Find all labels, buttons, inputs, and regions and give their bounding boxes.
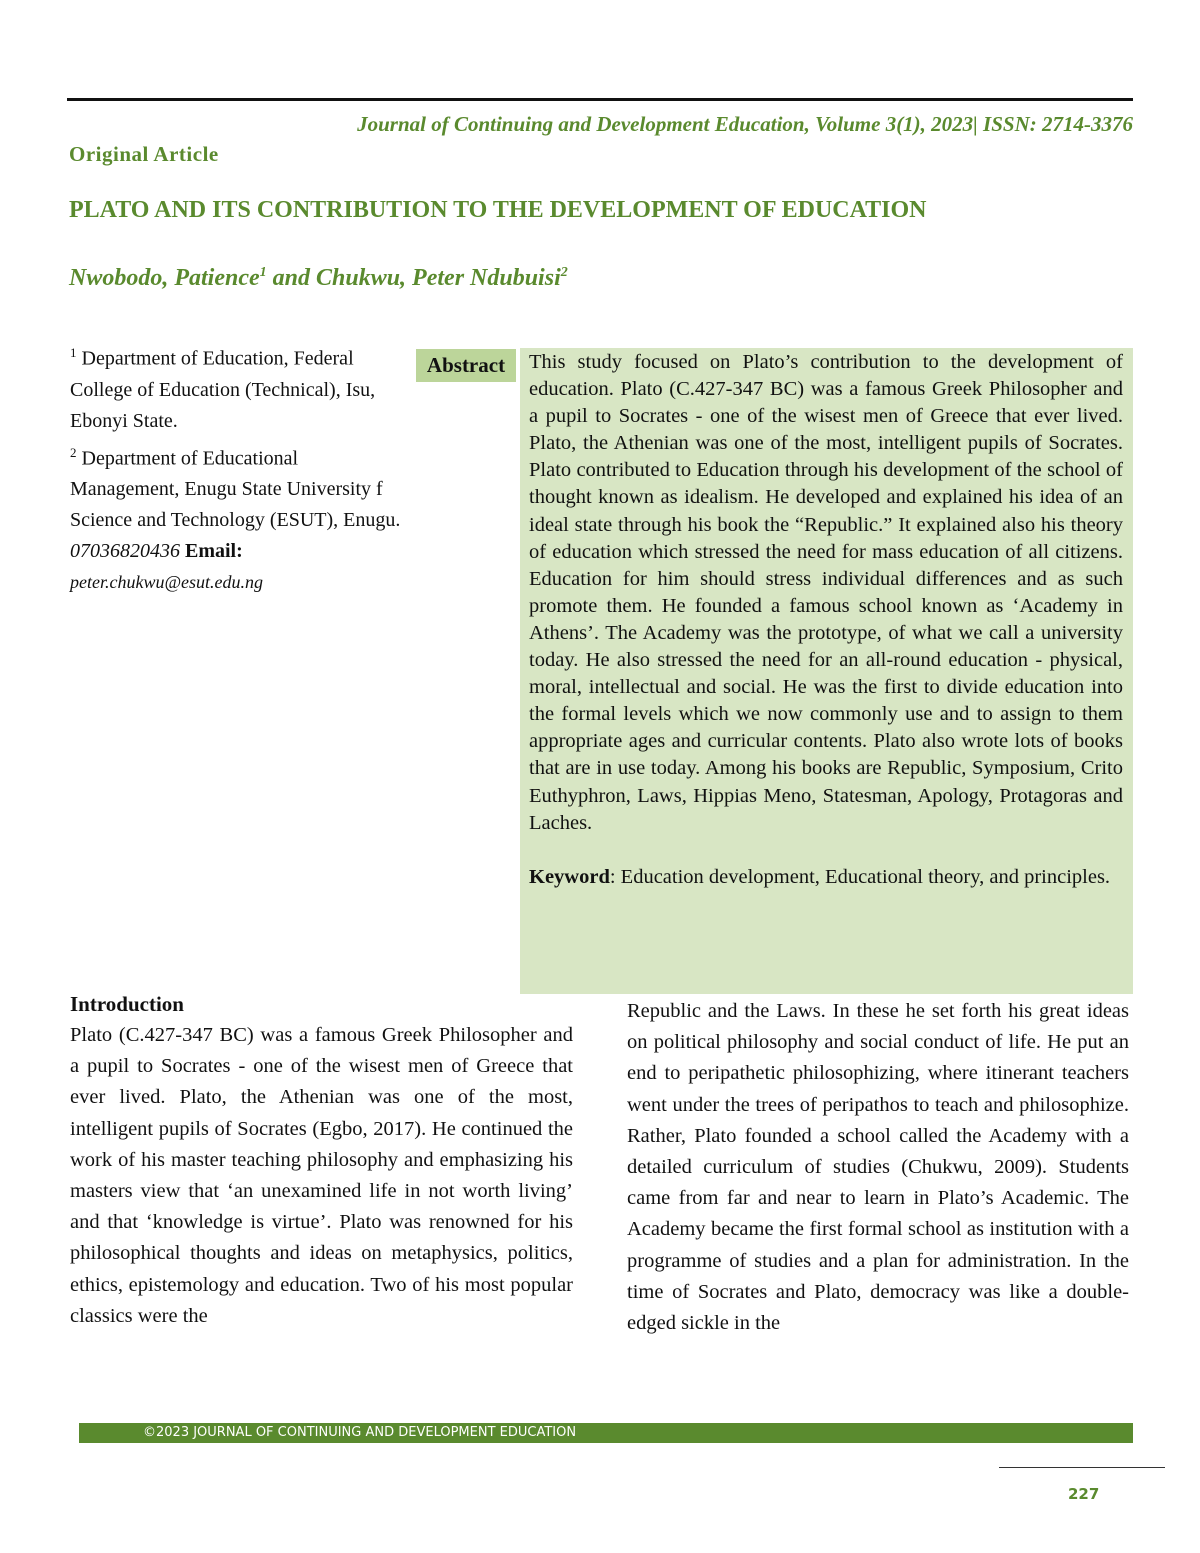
- author-2-name: Chukwu, Peter Ndubuisi: [316, 265, 561, 291]
- affiliation-1: [70, 337, 410, 437]
- footer-band: [79, 1423, 1133, 1443]
- affiliation-2-marker: 2: [70, 444, 77, 460]
- intro-paragraph-right: Republic and the Laws. In these he set forth his great ideas on political philosophy and social conduct of life. He put an end to peripathetic philosophizing, where itinerant teachers went under the trees of peripathos to teach and philosophize. Rather, Plato founded a school called the Academy with a detailed curriculum of studies (Chukwu, 2009). Students came from far and near to learn in Plato’s Academic. The Academy became the first formal school as institution with a programme of studies and a plan for administration. In the time of Socrates and Plato, democracy was like a double-edged sickle in the: [627, 1000, 1129, 1335]
- abstract-label: Abstract: [416, 349, 516, 382]
- contact-line: [70, 536, 410, 567]
- body-column-left: [70, 1020, 573, 1332]
- author-2-marker: 2: [560, 265, 568, 280]
- author-1-marker: 1: [259, 265, 267, 280]
- email-line: [70, 567, 410, 598]
- author-line: [69, 265, 568, 292]
- article-type-label: Original Article: [69, 142, 219, 166]
- keyword-label: Keyword: [529, 865, 610, 888]
- author-connector: and: [266, 265, 316, 291]
- affiliation-2: [70, 437, 410, 537]
- page-number-rule: [999, 1467, 1165, 1468]
- page-number: 227: [1068, 1485, 1100, 1503]
- keyword-text: : Education development, Educational theory, and principles.: [609, 865, 1111, 888]
- abstract-body: [529, 349, 1123, 891]
- affiliation-2-text: Department of Educational Management, Enugu State University f Science and Technology (ESUT), Enugu.: [70, 447, 401, 532]
- journal-citation: Journal of Continuing and Development Education, Volume 3(1), 2023| ISSN: 2714-3376: [357, 112, 1133, 136]
- paper-title: PLATO AND ITS CONTRIBUTION TO THE DEVELOPMENT OF EDUCATION: [69, 197, 927, 223]
- footer-copyright: ©2023 JOURNAL OF CONTINUING AND DEVELOPMENT EDUCATION: [143, 1425, 577, 1440]
- author-1-name: Nwobodo, Patience: [69, 265, 260, 291]
- header-rule: [67, 98, 1133, 101]
- affiliation-1-text: Department of Education, Federal College of Education (Technical), Isu, Ebonyi State.: [70, 347, 376, 432]
- abstract-text: This study focused on Plato’s contribution to the development of education. Plato (C.427-347 BC) was a famous Greek Philosopher and a pupil to Socrates - one of the wisest men of Greece that ever lived. Plato, the Athenian was one of the most, intelligent pupils of Socrates. Plato contributed to Education through his development of the school of thought known as idealism. He developed and explained his idea of an ideal state through his book the “Republic.” It explained also his theory of education which stressed the need for mass education of all citizens. Education for him should stress individual differences and as such promote them. He founded a famous school known as ‘Academy in Athens’. The Academy was the prototype, of what we call a university today. He also stressed the need for an all-round education - physical, moral, intellectual and social. He was the first to divide education into the formal levels which we now commonly use and to assign to them appropriate ages and curricular contents. Plato also wrote lots of books that are in use today. Among his books are Republic, Symposium, Crito Euthyphron, Laws, Hippias Meno, Statesman, Apology, Protagoras and Laches.: [529, 351, 1123, 834]
- email-label: Email:: [180, 540, 243, 563]
- intro-paragraph-left: Plato (C.427-347 BC) was a famous Greek Philosopher and a pupil to Socrates - one of the wisest men of Greece that ever lived. Plato, the Athenian was one of the most, intelligent pupils of Socrates (Egbo, 2017). He continued the work of his master teaching philosophy and emphasizing his masters view that ‘an unexamined life in not worth living’ and that ‘knowledge is virtue’. Plato was renowned for his philosophical thoughts and ideas on metaphysics, politics, ethics, epistemology and education. Two of his most popular classics were the: [70, 1024, 573, 1327]
- affiliations: [70, 337, 410, 598]
- phone-number: 07036820436: [70, 540, 180, 563]
- keywords: [529, 864, 1123, 891]
- section-heading-introduction: Introduction: [70, 992, 184, 1016]
- email-address[interactable]: peter.chukwu@esut.edu.ng: [70, 572, 264, 593]
- body-column-right: [627, 996, 1129, 1339]
- affiliation-1-marker: 1: [70, 345, 77, 360]
